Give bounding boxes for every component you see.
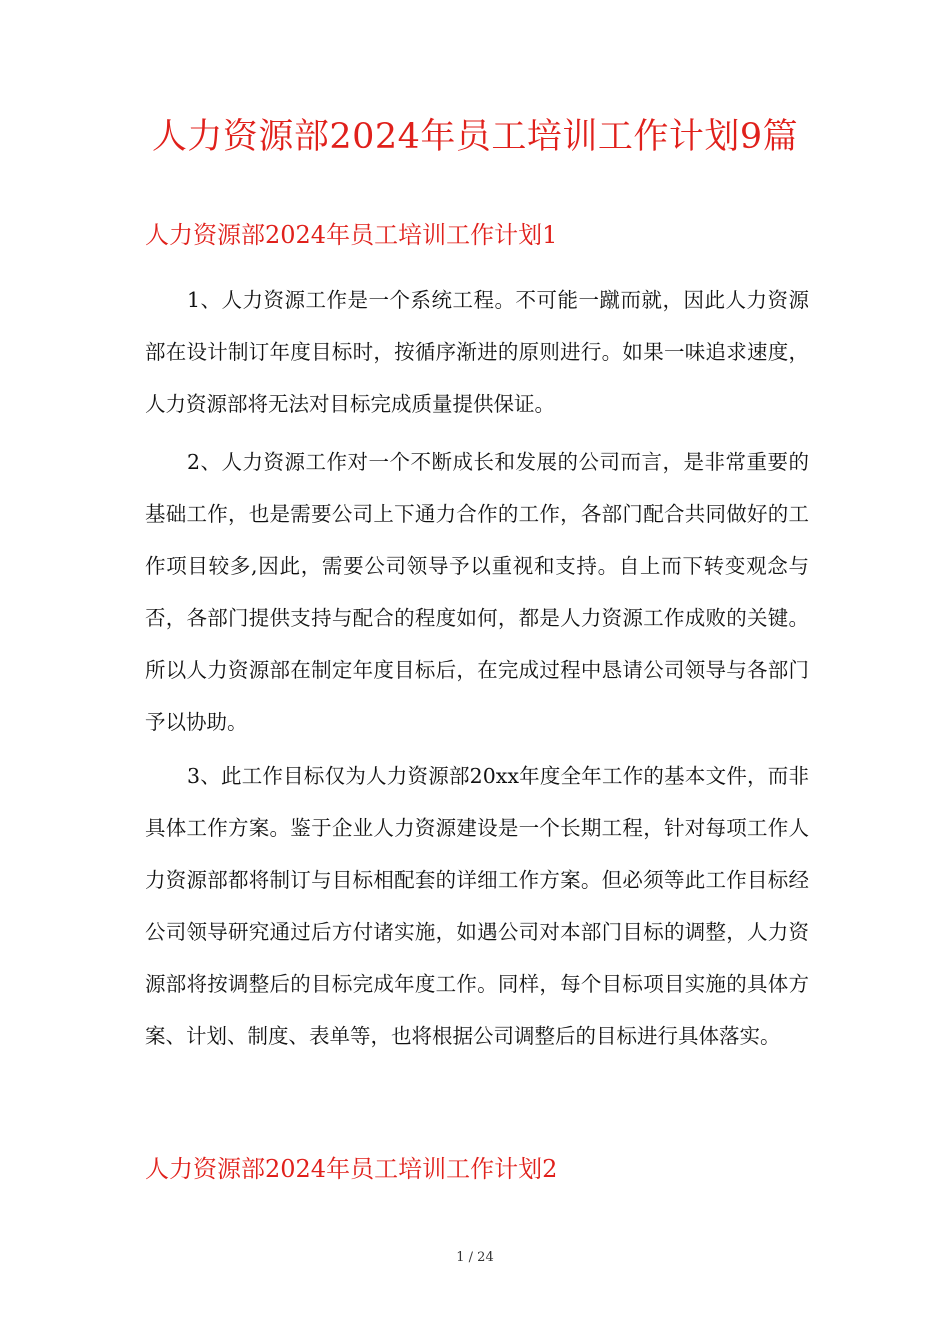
section-heading-1: 人力资源部2024年员工培训工作计划1 [145,221,558,249]
document-title: 人力资源部2024年员工培训工作计划9篇 [151,117,799,157]
paragraph-3: 3、此工作目标仅为人力资源部20xx年度全年工作的基本文件，而非具体工作方案。鉴于企业人力资源建设是一个长期工程，针对每项工作人力资源部都将制订与目标相配套的详细工作方案。但必须等此工作目标经公司领导研究通过后方付诸实施，如遇公司对本部门目标的调整，人力资源部将按调整后的目标完成年度工作。同样，每个目标项目实施的具体方案、计划、制度、表单等，也将根据公司调整后的目标进行具体落实。 [145,764,809,1048]
section-heading-2: 人力资源部2024年员工培训工作计划2 [145,1155,558,1183]
paragraph-1: 1、人力资源工作是一个系统工程。不可能一蹴而就，因此人力资源部在设计制订年度目标时，按循序渐进的原则进行。如果一味追求速度，人力资源部将无法对目标完成质量提供保证。 [145,288,809,416]
page-number: 1 / 24 [456,1250,494,1265]
paragraph-2: 2、人力资源工作对一个不断成长和发展的公司而言，是非常重要的基础工作，也是需要公司上下通力合作的工作，各部门配合共同做好的工作项目较多,因此，需要公司领导予以重视和支持。自上而下转变观念与否，各部门提供支持与配合的程度如何，都是人力资源工作成败的关键。所以人力资源部在制定年度目标后，在完成过程中恳请公司领导与各部门予以协助。 [145,450,809,734]
